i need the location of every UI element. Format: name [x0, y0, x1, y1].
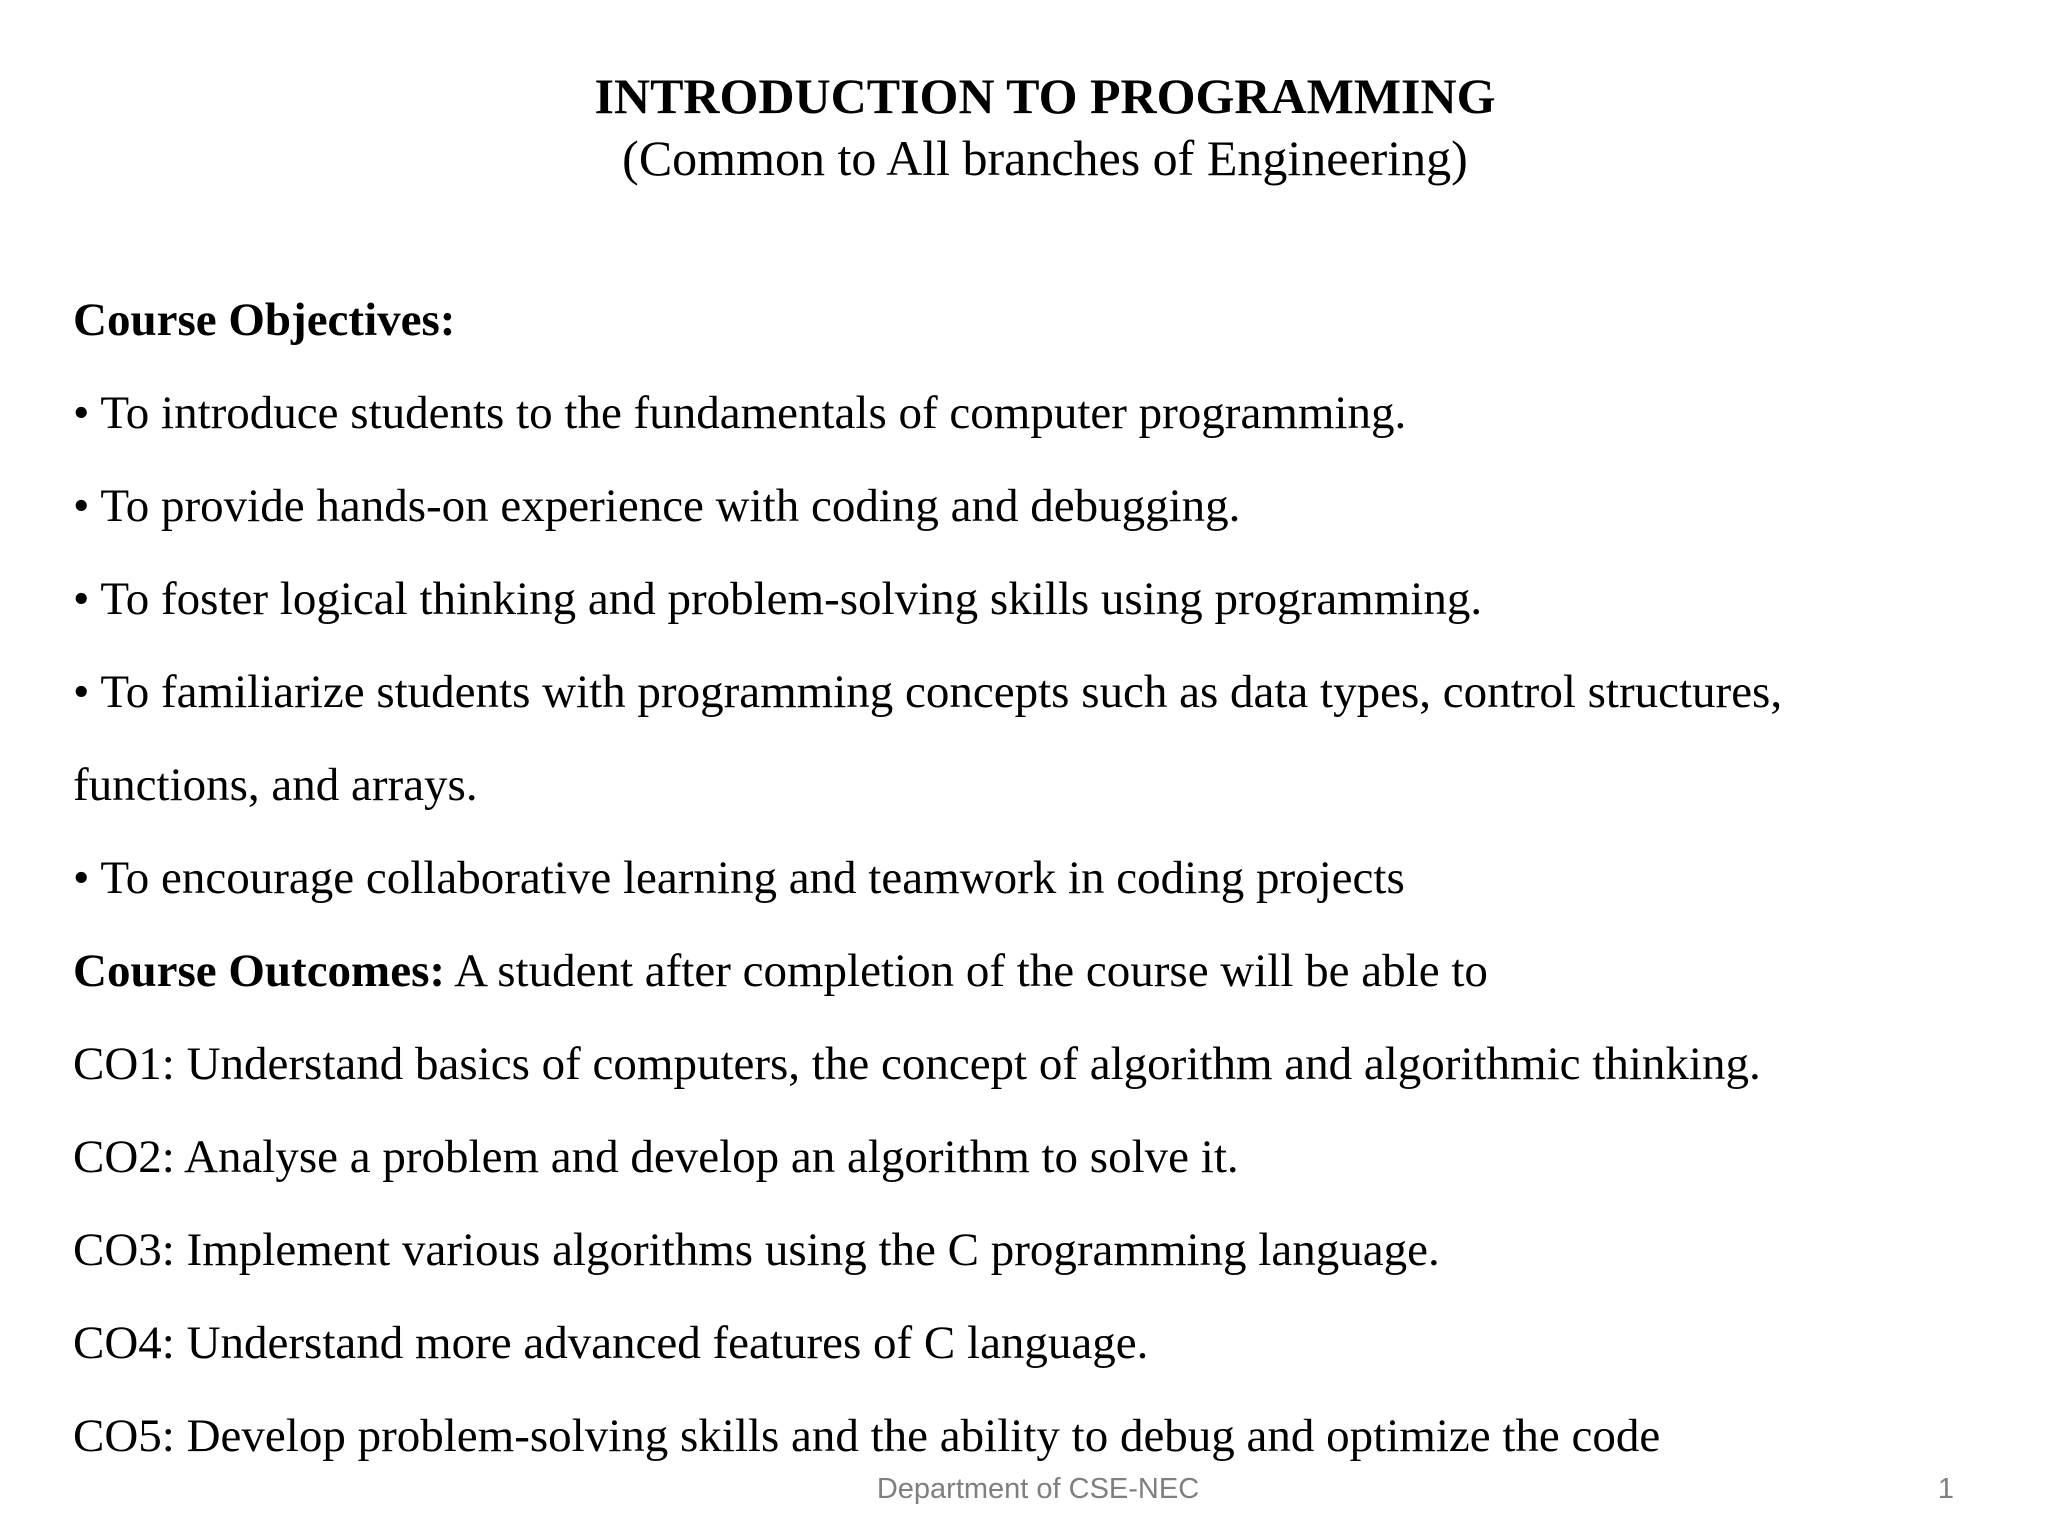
- footer-page-number: 1: [1937, 1473, 1954, 1505]
- outcomes-intro: A student after completion of the course will be able to: [445, 945, 1488, 997]
- outcome-item: CO3: Implement various algorithms using the C programming language.: [73, 1224, 1440, 1276]
- objectives-heading: Course Objectives:: [73, 294, 456, 346]
- slide-title: INTRODUCTION TO PROGRAMMING: [594, 68, 1496, 124]
- footer-department: Department of CSE-NEC: [876, 1473, 1200, 1505]
- outcome-item: CO1: Understand basics of computers, the concept of algorithm and algorithmic thinking.: [73, 1038, 1761, 1090]
- outcome-item: CO2: Analyse a problem and develop an algorithm to solve it.: [73, 1131, 1239, 1183]
- objective-item-continuation: functions, and arrays.: [73, 759, 478, 811]
- objective-item: • To encourage collaborative learning and teamwork in coding projects: [73, 852, 1405, 904]
- outcome-item: CO5: Develop problem-solving skills and the ability to debug and optimize the code: [73, 1410, 1661, 1462]
- objective-item: • To provide hands-on experience with coding and debugging.: [73, 480, 1241, 532]
- outcomes-heading: Course Outcomes:: [73, 945, 446, 997]
- outcomes-line: [73, 943, 1488, 999]
- objective-item: • To introduce students to the fundamentals of computer programming.: [73, 387, 1407, 439]
- objective-item: • To familiarize students with programming concepts such as data types, control structures,: [73, 666, 1783, 718]
- outcome-item: CO4: Understand more advanced features of C language.: [73, 1317, 1149, 1369]
- slide-subtitle: (Common to All branches of Engineering): [622, 130, 1468, 186]
- objective-item: • To foster logical thinking and problem-solving skills using programming.: [73, 573, 1483, 625]
